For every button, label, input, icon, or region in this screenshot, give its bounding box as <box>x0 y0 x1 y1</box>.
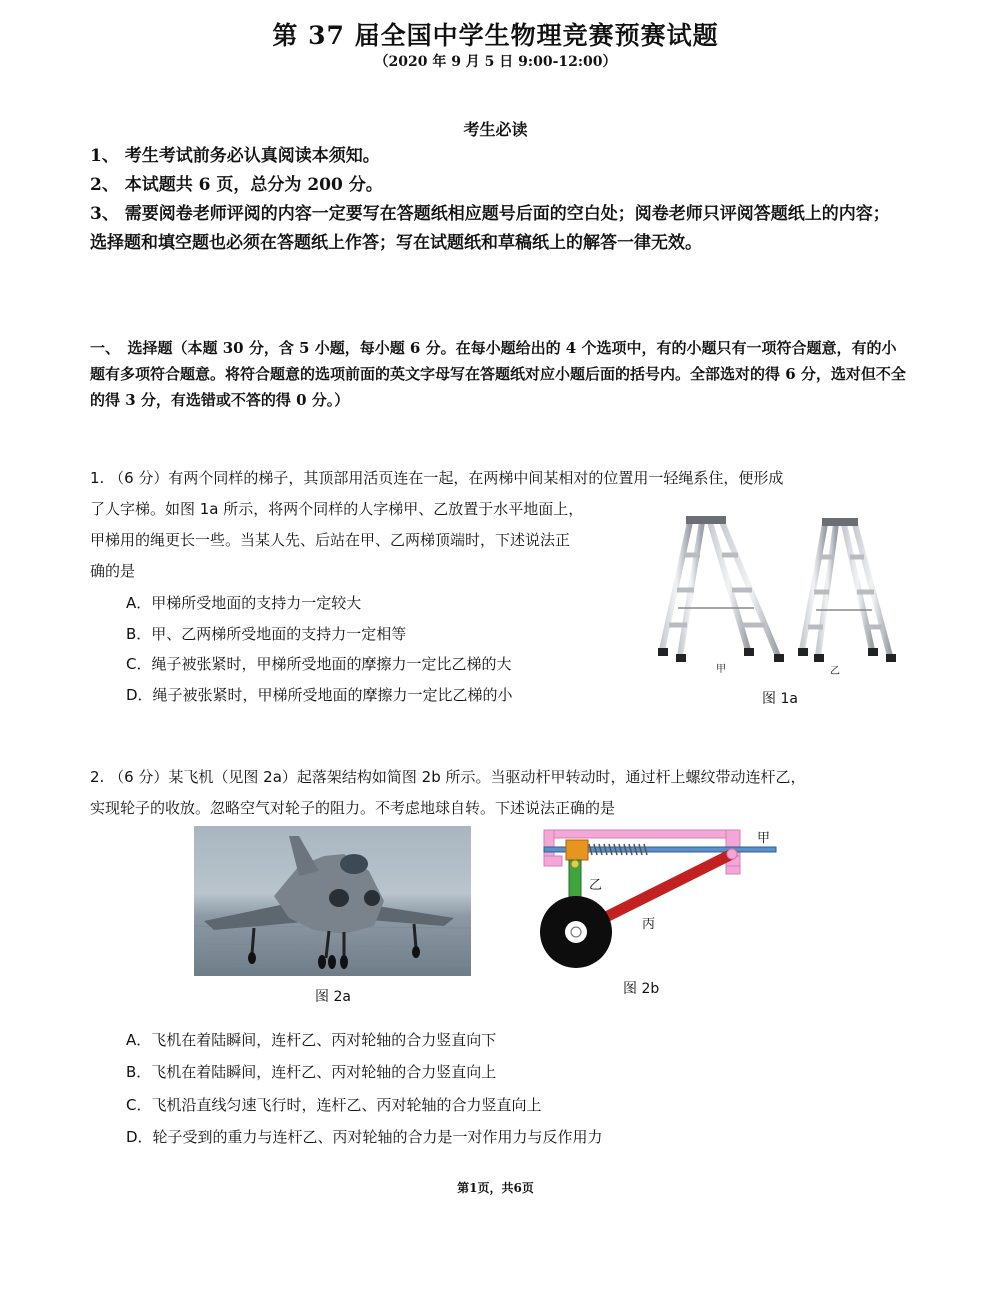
figure-1a-caption: 图 1a <box>762 691 798 707</box>
q2-option-b: B．飞机在着陆瞬间，连杆乙、丙对轮轴的合力竖直向上 <box>126 1063 497 1081</box>
q1-option-b: B．甲、乙两梯所受地面的支持力一定相等 <box>126 625 407 643</box>
notice-item: 1、 考生考试前务必认真阅读本须知。 <box>90 146 380 166</box>
section-instructions: 一、 选择题（本题 30 分，含 5 小题，每小题 6 分。在每小题给出的 4 个选项中，有的小题只有一项符合题意，有的小题有多项符合题意。将符合题意的选项前面的英文字母写在答题纸对应小题后面的括号内。全部选对的得 6 分，选对但不全的得 3 分，有选错或不答的得 0 分。） <box>90 339 906 409</box>
q1-option-c: C．绳子被张紧时，甲梯所受地面的摩擦力一定比乙梯的大 <box>126 655 512 673</box>
q1-stem-line: 1. （6 分）有两个同样的梯子，其顶部用活页连在一起，在两梯中间某相对的位置用一轻绳系住，便形成 <box>90 469 784 487</box>
figure-2a-aircraft-photo <box>194 826 471 976</box>
notice-item: 2、 本试题共 6 页，总分为 200 分。 <box>90 175 383 195</box>
page-number: 第1页，共6页 <box>457 1181 534 1195</box>
page-title: 第 37 届全国中学生物理竞赛预赛试题 <box>272 21 719 50</box>
q2-stem-line: 实现轮子的收放。忽略空气对轮子的阻力。不考虑地球自转。下述说法正确的是 <box>90 799 616 817</box>
figure-2a-caption: 图 2a <box>315 989 351 1005</box>
q1-stem-line: 了人字梯。如图 1a 所示，将两个同样的人字梯甲、乙放置于水平地面上， <box>90 500 584 518</box>
figure-1a-label-jia: 甲 <box>716 664 726 675</box>
notice-item: 3、 需要阅卷老师评阅的内容一定要写在答题纸相应题号后面的空白处；阅卷老师只评阅答题纸上的内容；选择题和填空题也必须在答题纸上作答；写在试题纸和草稿纸上的解答一律无效。 <box>90 204 890 253</box>
q2-option-a: A．飞机在着陆瞬间，连杆乙、丙对轮轴的合力竖直向下 <box>126 1031 497 1049</box>
q2-option-c: C．飞机沿直线匀速飞行时，连杆乙、丙对轮轴的合力竖直向上 <box>126 1096 542 1114</box>
figure-2b-label-yi: 乙 <box>589 878 603 893</box>
q2-stem-line: 2. （6 分）某飞机（见图 2a）起落架结构如简图 2b 所示。当驱动杆甲转动时，通过杆上螺纹带动连杆乙， <box>90 768 806 786</box>
q1-option-a: A．甲梯所受地面的支持力一定较大 <box>126 594 362 612</box>
figure-2b-caption: 图 2b <box>623 981 660 997</box>
notice-heading: 考生必读 <box>463 120 528 139</box>
figure-2b-label-bing: 丙 <box>642 917 656 932</box>
q1-stem-line: 确的是 <box>90 562 136 580</box>
q2-option-d: D．轮子受到的重力与连杆乙、丙对轮轴的合力是一对作用力与反作用力 <box>126 1128 603 1146</box>
q1-option-d: D．绳子被张紧时，甲梯所受地面的摩擦力一定比乙梯的小 <box>126 686 513 704</box>
exam-time: （2020 年 9 月 5 日 9:00-12:00） <box>374 54 617 70</box>
figure-2b-gear-schematic <box>536 826 786 976</box>
figure-1a-label-yi: 乙 <box>830 666 840 677</box>
q1-stem-line: 甲梯用的绳更长一些。当某人先、后站在甲、乙两梯顶端时，下述说法正 <box>90 531 571 549</box>
figure-1a-ladders <box>650 510 910 680</box>
figure-2b-label-jia: 甲 <box>757 831 771 846</box>
